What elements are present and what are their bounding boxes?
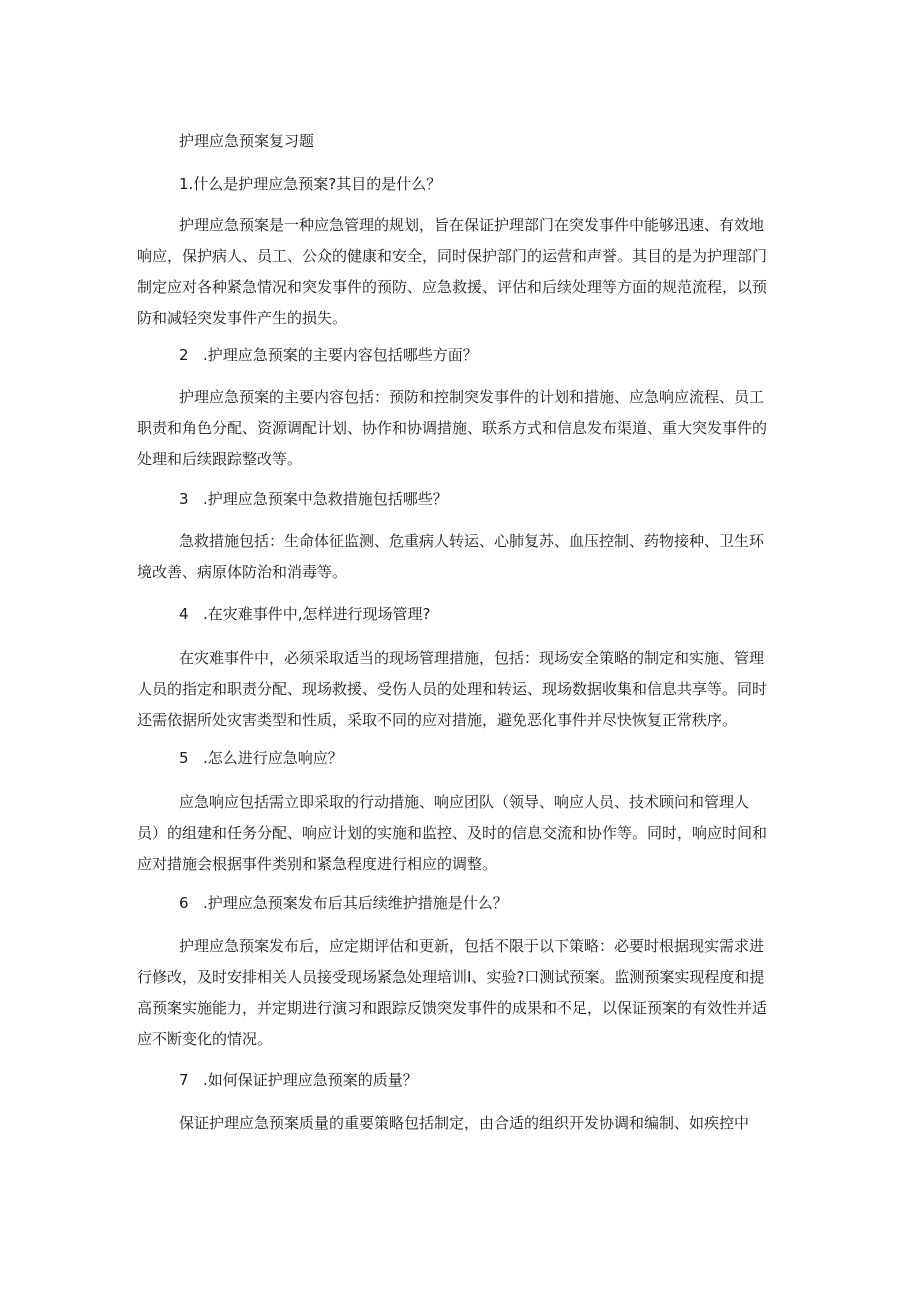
document-title: 护理应急预案复习题 xyxy=(179,132,315,150)
question-4 xyxy=(179,604,431,624)
answer-line: 制定应对各种紧急情况和突发事件的预防、应急救援、评估和后续处理等方面的规范流程，以预 xyxy=(137,278,768,296)
answer-line: 护理应急预案的主要内容包括：预防和控制突发事件的计划和措施、应急响应流程、员工 xyxy=(179,388,765,406)
answer-line: 护理应急预案是一种应急管理的规划，旨在保证护理部门在突发事件中能够迅速、有效地 xyxy=(179,216,765,234)
question-text: .护理应急预案中急救措施包括哪些？ xyxy=(203,490,448,508)
question-text: .在灾难事件中,怎样进行现场管理? xyxy=(203,605,431,623)
answer-1 xyxy=(137,210,797,334)
answer-line: 还需依据所处灾害类型和性质，采取不同的应对措施，避免恶化事件并尽快恢复正常秩序。 xyxy=(137,711,738,729)
answer-line: 应不断变化的情况。 xyxy=(137,1030,273,1048)
answer-line: 防和减轻突发事件产生的损失。 xyxy=(137,309,348,327)
answer-line: 响应，保护病人、员工、公众的健康和安全，同时保护部门的运营和声誉。其目的是为护理部门 xyxy=(137,247,768,265)
question-number: 5 xyxy=(179,749,189,767)
answer-6 xyxy=(137,931,797,1055)
question-number: 7 xyxy=(179,1071,189,1089)
answer-line: 职责和角色分配、资源调配计划、协作和协调措施、联系方式和信息发布渠道、重大突发事件的 xyxy=(137,419,768,437)
answer-line: 境改善、病原体防治和消毒等。 xyxy=(137,563,348,581)
question-3 xyxy=(179,489,448,509)
question-number: 2 xyxy=(179,346,189,364)
answer-line: 员）的组建和任务分配、响应计划的实施和监控、及时的信息交流和协作等。同时，响应时间和 xyxy=(137,824,768,842)
answer-4 xyxy=(137,643,797,736)
answer-3 xyxy=(137,526,797,588)
answer-5 xyxy=(137,787,797,880)
question-7 xyxy=(179,1070,418,1090)
answer-line: 应急响应包括需立即采取的行动措施、响应团队（领导、响应人员、技术顾问和管理人 xyxy=(179,793,750,811)
question-text: .怎么进行应急响应？ xyxy=(203,749,343,767)
answer-line: 保证护理应急预案质量的重要策略包括制定，由合适的组织开发协调和编制、如疾控中 xyxy=(179,1114,750,1132)
question-number: 4 xyxy=(179,605,189,623)
answer-line: 急救措施包括：生命体征监测、危重病人转运、心肺复苏、血压控制、药物接种、卫生环 xyxy=(179,532,765,550)
question-text: .护理应急预案发布后其后续维护措施是什么？ xyxy=(203,894,508,912)
question-text: 1.什么是护理应急预案?其目的是什么？ xyxy=(179,175,442,193)
answer-line: 行修改，及时安排相关人员接受现场紧急处理培训I、实验?口测试预案。监测预案实现程度和提 xyxy=(137,968,765,986)
answer-line: 应对措施会根据事件类别和紧急程度进行相应的调整。 xyxy=(137,855,498,873)
question-text: .护理应急预案的主要内容包括哪些方面？ xyxy=(203,346,478,364)
question-number: 6 xyxy=(179,894,189,912)
answer-line: 护理应急预案发布后，应定期评估和更新，包括不限于以下策略：必要时根据现实需求进 xyxy=(179,937,765,955)
answer-line: 处理和后续跟踪整改等。 xyxy=(137,450,303,468)
answer-2 xyxy=(137,382,797,475)
question-5 xyxy=(179,748,343,768)
question-number: 3 xyxy=(179,490,189,508)
answer-line: 高预案实施能力，并定期进行演习和跟踪反馈突发事件的成果和不足，以保证预案的有效性并适 xyxy=(137,999,768,1017)
question-6 xyxy=(179,893,508,913)
question-2 xyxy=(179,345,478,365)
answer-line: 在灾难事件中，必须采取适当的现场管理措施，包括：现场安全策略的制定和实施、管理 xyxy=(179,649,765,667)
answer-line: 人员的指定和职责分配、现场救援、受伤人员的处理和转运、现场数据收集和信息共享等。同时 xyxy=(137,680,768,698)
question-text: .如何保证护理应急预案的质量？ xyxy=(203,1071,418,1089)
question-1 xyxy=(179,174,441,194)
answer-7 xyxy=(137,1108,797,1139)
